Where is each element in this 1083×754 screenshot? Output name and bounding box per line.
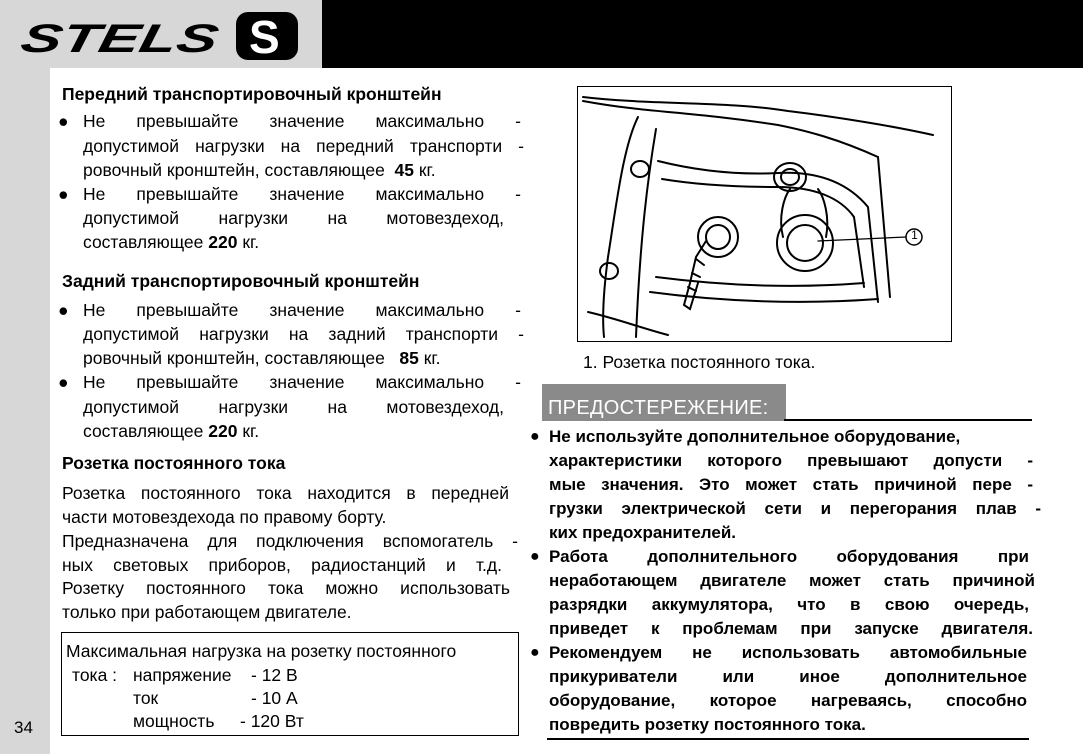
warning-line: приведет к проблемам при запуске двигателя. bbox=[549, 619, 1033, 638]
rear-load-value: 85 bbox=[399, 348, 419, 368]
front-load-value: 45 bbox=[394, 160, 415, 180]
front-b2-line2: допустимой нагрузки на мотовездеход, bbox=[83, 208, 504, 228]
front-b2-line1: Не превышайте значение максимально - bbox=[83, 184, 521, 204]
callout-number: 1 bbox=[911, 228, 918, 242]
bullet-dot: ● bbox=[530, 644, 540, 661]
rear-b1-line2: допустимой нагрузки на задний транспорти - bbox=[83, 324, 524, 344]
warning-rule bbox=[784, 419, 1032, 421]
warning-line: мые значения. Это может стать причиной пере - bbox=[549, 475, 1033, 494]
bottom-rule bbox=[547, 738, 1029, 740]
warning-line: разрядки аккумулятора, что в свою очередь, bbox=[549, 595, 1029, 614]
socket-text-line: Предназначена для подключения вспомогатель - bbox=[62, 531, 518, 551]
front-b1-line3: ровочный кронштейн, составляющее 45 кг. bbox=[83, 160, 436, 180]
brand-logo-area bbox=[0, 0, 322, 68]
bullet-dot: ● bbox=[58, 300, 69, 320]
bullet-dot: ● bbox=[530, 548, 540, 565]
page-number: 34 bbox=[14, 718, 33, 737]
warning-line: Работа дополнительного оборудования при bbox=[549, 547, 1029, 566]
svg-text:S: S bbox=[249, 11, 280, 63]
warning-line: характеристики которого превышают допусти - bbox=[549, 451, 1033, 470]
rear-b2-line2: допустимой нагрузки на мотовездеход, bbox=[83, 397, 504, 417]
warning-line: Рекомендуем не использовать автомобильные bbox=[549, 643, 1027, 662]
bullet-dot: ● bbox=[58, 372, 69, 392]
power-value: - 120 Вт bbox=[240, 711, 304, 731]
bullet-dot: ● bbox=[530, 428, 540, 445]
socket-text-line: Розетка постоянного тока находится в передней bbox=[62, 483, 509, 503]
socket-spec-box bbox=[61, 632, 519, 736]
voltage-value: - 12 В bbox=[251, 665, 298, 685]
rear-b2-line3: составляющее 220 кг. bbox=[83, 421, 260, 441]
figure-caption: 1. Розетка постоянного тока. bbox=[583, 352, 816, 372]
warning-line: оборудование, которое нагреваясь, способно bbox=[549, 691, 1027, 710]
stels-logo bbox=[0, 0, 322, 68]
page-sidebar bbox=[0, 68, 50, 754]
socket-text-line: Розетку постоянного тока можно использовать bbox=[62, 578, 510, 598]
socket-text-line: части мотовездехода по правому борту. bbox=[62, 507, 387, 527]
socket-heading: Розетка постоянного тока bbox=[62, 453, 286, 473]
socket-illustration bbox=[577, 86, 952, 342]
power-label: мощность bbox=[133, 711, 215, 731]
front-bracket-heading: Передний транспортировочный кронштейн bbox=[62, 84, 442, 104]
rear-b1-line3: ровочный кронштейн, составляющее 85 кг. bbox=[83, 348, 441, 368]
spec-label: тока : bbox=[72, 665, 118, 685]
warning-line: неработающем двигателе может стать причиной bbox=[549, 571, 1035, 590]
front-b1-line2: допустимой нагрузки на передний транспорти - bbox=[83, 136, 524, 156]
bullet-dot: ● bbox=[58, 184, 69, 204]
warning-line: Не используйте дополнительное оборудование, bbox=[549, 427, 961, 446]
warning-line: повредить розетку постоянного тока. bbox=[549, 715, 866, 734]
svg-text:STELS: STELS bbox=[17, 15, 156, 61]
current-value: - 10 А bbox=[251, 688, 298, 708]
warning-line: ких предохранителей. bbox=[549, 523, 736, 542]
warning-title: ПРЕДОСТЕРЕЖЕНИЕ: bbox=[548, 397, 769, 419]
warning-line: прикуриватели или иное дополнительное bbox=[549, 667, 1027, 686]
socket-text-line: только при работающем двигателе. bbox=[62, 602, 352, 622]
voltage-label: напряжение bbox=[133, 665, 232, 685]
rear-bracket-heading: Задний транспортировочный кронштейн bbox=[62, 271, 420, 291]
front-b1-line1: Не превышайте значение максимально - bbox=[83, 111, 521, 131]
bullet-dot: ● bbox=[58, 111, 69, 131]
warning-line: грузки электрической сети и перегорания плав - bbox=[549, 499, 1041, 518]
rear-b2-line1: Не превышайте значение максимально - bbox=[83, 372, 521, 392]
socket-text-line: ных световых приборов, радиостанций и т.д. bbox=[62, 555, 502, 575]
rear-b1-line1: Не превышайте значение максимально - bbox=[83, 300, 521, 320]
current-label: ток bbox=[133, 688, 159, 708]
front-b2-line3: составляющее 220 кг. bbox=[83, 232, 260, 252]
spec-title: Максимальная нагрузка на розетку постоянного bbox=[66, 641, 457, 661]
